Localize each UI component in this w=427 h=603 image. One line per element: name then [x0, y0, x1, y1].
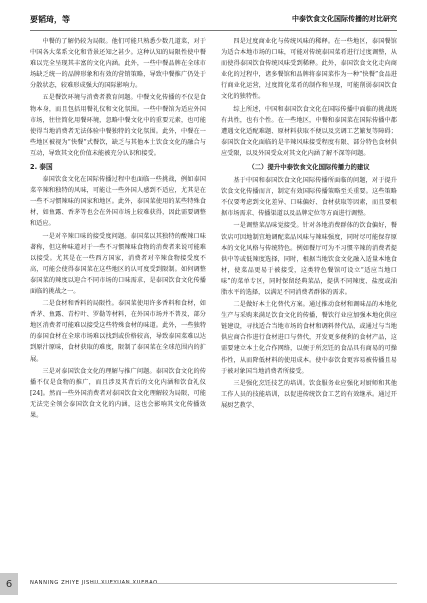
header-authors: 要韬琦，等	[30, 14, 70, 24]
paragraph: 中餐的了解仍较为局限。他们可能只熟悉少数几道菜，对于中国各大菜系文化和背景还知之甚少。这种认知的局限性使中餐难以完全呈现其丰富的文化内涵。此外，一些中餐品牌在全球市场缺乏统一的品牌形象和有效的营销策略，导致中餐推广仍处于分散状态，较难形成强大的国际影响力。	[30, 38, 206, 90]
paragraph: 综上所述，中国和泰国饮食文化在国际传播中面临的挑战既有共性，也有个性。在一些地区，中餐和泰国菜在国际传播中都遭遇文化适配难题、原材料获取不便以及烹调工艺繁复等障碍；泰国饮食文化面临的是辛辣风味接受程度有限、部分特色食材供应受限，以及外国受众对其文化内涵了解不深等问题。	[221, 105, 397, 157]
page-footer	[0, 573, 427, 595]
paragraph: 二是食材和香料的局限性。泰国菜使用许多香料和食材，如香茅、鱼露、青柠叶、罗勒等材料，在外国市场并不普及，部分地区消费者可能难以接受这些特殊食材的味道。此外，一些独特的泰国食材在全球市场难以找到或价格较高，导致泰国菜难以达到原汁原味，食材获取的难度，限制了泰国菜在全球范围内的扩展。	[30, 300, 206, 363]
paragraph: 一是调整菜品味觉接受。针对各地消费群体的饮食偏好，餐饮店可因地制宜地调配菜品风味与辣味强度，同时尽可能保存原本的文化风格与传统特色。例如餐厅可为不习惯辛辣的消费者提供中等或低辣度选择，同时，根据当地饮食文化融入适量本地食材，使菜品更易于被接受，这类特色餐馆可设立“适应当地口味”的菜单专区，同时保留经典菜品，提供不同辣度、盐度或油脂水平的选择，以满足不同消费者群体的需求。	[221, 222, 397, 296]
header-rule	[30, 30, 397, 31]
subsection-heading: （二）提升中泰饮食文化国际传播力的建议	[248, 163, 370, 172]
paragraph: 泰国饮食文化在国际传播过程中也面临一些挑战，例如泰国菜辛辣和独特的风味，可能让一些外国人感到不适应，尤其是在一些不习惯辣味的国家和地区。此外，泰国菜使用的某些特殊食材，如鱼露、香茅等也会在外国市场上较难获得，因此需要调整和适应。	[30, 176, 206, 228]
footer-journal-name: NANNING ZHIYE JISHU XUEYUAN XUEBAO	[30, 580, 158, 586]
paragraph: 一是对辛辣口味的接受度问题。泰国菜以其独特的酸辣口味著称，但这种味道对于一些不习惯辣味食物的消费者来说可能难以接受。尤其是在一些西方国家，消费者对辛辣食物接受度不高，可能会使得泰国菜在这些地区的认可度受到限制。如何调整泰国菜的辣度以迎合不同市场的口味需求，是泰国饮食文化传播面临的挑战之一。	[30, 232, 206, 295]
paragraph: 三是对泰国饮食文化的理解与推广问题。泰国饮食文化的传播不仅是食物的推广，而且涉及其背后的文化内涵和饮食礼仪[24]。然而一些外国消费者对泰国饮食文化理解较为局限，可能无法完全领会泰国饮食文化的内涵，这也会影响其文化传播效果。	[30, 367, 206, 419]
paragraph: 三是强化烹饪技艺的培训。饮食服务业应强化对厨师和其他工作人员的技能培训，以促进传统饮食工艺的有效继承。通过开展厨艺教学、	[221, 379, 397, 409]
paragraph: 二是做好本土化替代方案。通过推动食材和调味品的本地化生产与采购来满足饮食文化的传播，餐饮行业应加强本地化供应链建设，寻找适合当地市场的食材和调料替代品，或通过与当地供应商合作进行食材进口与替代，开发更多便利的食材产品，这需要建立本土化合作网络，以便于所烹饪的食品具有商易的可操作性，从而降低材料的使用成本。使中泰饮食更容易被传播且易于被对象国当地消费者所接受。	[221, 301, 397, 375]
paragraph: 五是餐饮环境与消费者教育问题。中餐文化传播的不仅是食物本身，而且包括用餐礼仪和文化氛围。一些中餐馆为适应外国市场，往往简化用餐环境，忽略中餐文化中的重要元素，也可能使得当地消费者无法体验中餐独特的文化氛围。此外，中餐在一些地区被视为“快餐”式餐饮，缺乏与其他本土饮食文化的融合与互动，导致其文化价值未能被充分认识和接受。	[30, 94, 206, 157]
page-number: 6	[0, 573, 18, 595]
left-column	[30, 36, 206, 422]
section-heading: 2. 泰国	[30, 163, 53, 172]
paragraph: 基于中国和泰国饮食文化国际传播所面临的问题，对于提升饮食文化传播而言，制定有效国际传播策略至关重要。这些策略不仅要考虑到文化差异、口味偏好、食材获取等因素，而且要根据市场需求、传播渠道以及品牌定位等方面进行调整。	[221, 177, 397, 218]
header-article-title: 中泰饮食文化国际传播的对比研究	[292, 15, 397, 23]
footer-rule	[90, 583, 397, 584]
paragraph: 四是过度商业化与传统风味的稀释。在一些地区，泰国餐馆为适合本地市场的口味，可能对传统泰国菜肴进行过度调整，从而使得泰国饮食传统风味受到稀释。此外，泰国饮食文化走向商业化的过程中，诸多餐馆和品牌将泰国菜作为一种“快餐”食品进行商业化运营，过度简化菜肴的制作和呈现，可能削弱泰国饮食文化的独特性。	[221, 38, 397, 101]
running-header	[30, 10, 397, 28]
right-column	[221, 36, 397, 412]
